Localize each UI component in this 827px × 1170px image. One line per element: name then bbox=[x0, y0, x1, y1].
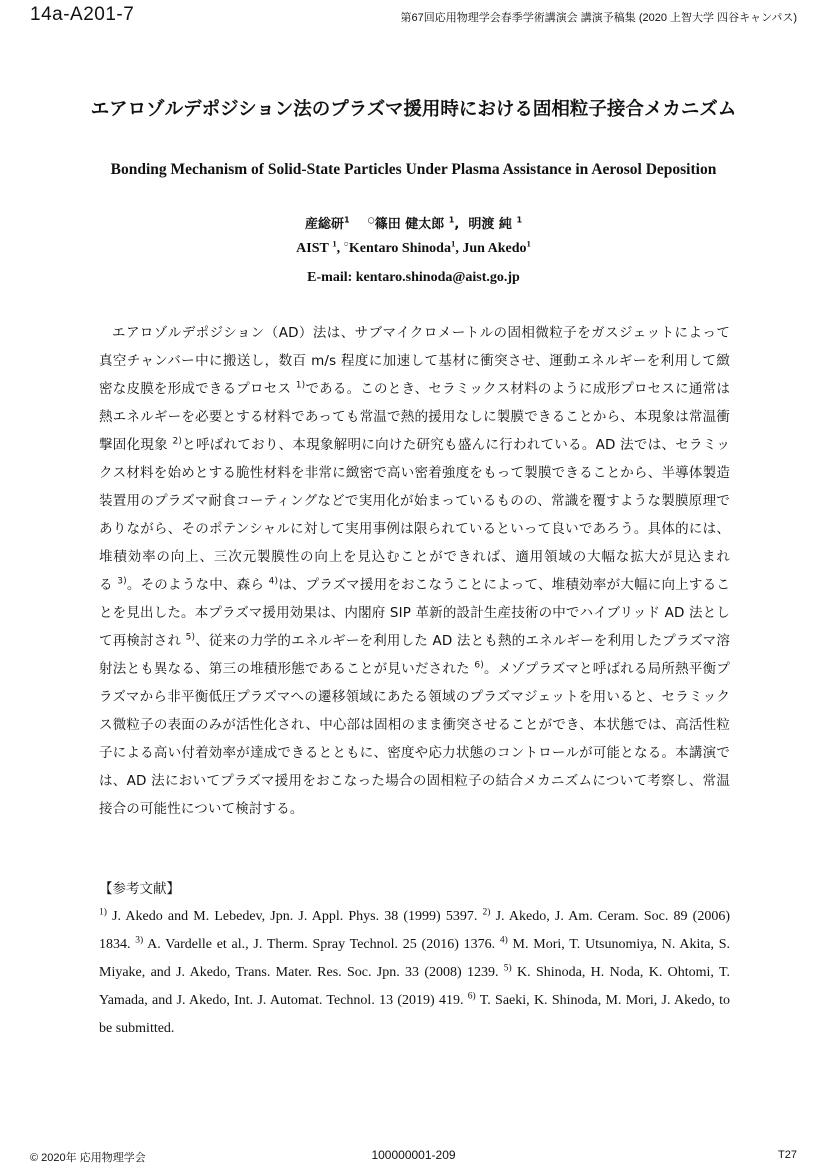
author-separator: , bbox=[454, 217, 460, 232]
authors-japanese bbox=[0, 213, 827, 232]
body-segment: 、従来の力学的エネルギーを利用した AD 法とも熱的エネルギーを利用したプラズマ溶射法とも異なる、第三の堆積形態であることが見いだされた bbox=[99, 633, 730, 677]
affiliation-mark-en: 1 bbox=[332, 238, 337, 249]
citation-mark: 6) bbox=[474, 660, 484, 671]
body-segment: である。このとき、セラミックス材料のように成形プロセスに通常は熱エネルギーを必要とする材料であっても常温で熱的援用なしに製膜できることから、本現象は常温衝撃固化現象 bbox=[99, 381, 730, 453]
presenter-mark: ○ bbox=[367, 215, 375, 225]
body-segment: 。メゾプラズマと呼ばれる局所熱平衡プラズマから非平衡低圧プラズマへの遷移領域にあたる領域のプラズマジェットを用いると、セラミックス微粒子の表面のみが活性化され、中心部は固相のまま衝突させることができ、本状態では、高活性粒子による高い付着効率が達成できるとともに、密度や応力状態のコントロールが可能となる。本講演では、AD 法においてプラズマ援用をおこなった場合の固相粒子の結合メカニズムについて考察し、常温接合の可能性について検討する。 bbox=[99, 661, 730, 817]
citation-mark: 4) bbox=[268, 576, 279, 587]
title-japanese: エアロゾルデポジション法のプラズマ援用時における固相粒子接合メカニズム bbox=[90, 99, 737, 120]
conference-header: 第67回応用物理学会春季学術講演会 講演予稿集 (2020 上智大学 四谷キャンパス) bbox=[400, 12, 797, 24]
author2-en: Jun Akedo bbox=[462, 241, 527, 256]
references-list bbox=[99, 903, 730, 1043]
reference-text: T. Saeki, K. Shinoda, M. Mori, J. Akedo, to be submitted. bbox=[99, 993, 731, 1036]
author2-mark: 1 bbox=[516, 215, 523, 225]
affiliation-mark: 1 bbox=[343, 215, 350, 225]
reference-text: J. Akedo and M. Lebedev, Jpn. J. Appl. Phys. 38 (1999) 5397. bbox=[106, 909, 483, 924]
citation-mark: 5) bbox=[185, 632, 196, 643]
session-id: 14a-A201-7 bbox=[30, 4, 135, 25]
abstract-body bbox=[99, 319, 730, 823]
author1-ja: 篠田 健太郎 bbox=[374, 217, 445, 232]
author1-en: Kentaro Shinoda bbox=[348, 241, 451, 256]
affiliation-en: AIST bbox=[296, 241, 329, 256]
reference-mark: 1) bbox=[99, 907, 107, 918]
citation-mark: 1) bbox=[295, 380, 306, 391]
footer-document-number: 100000001-209 bbox=[371, 1148, 456, 1162]
reference-text: K. Shinoda, H. Noda, K. Ohtomi, T. Yamada, and J. Akedo, Int. J. Automat. Technol. 13 (2019) 419. bbox=[99, 965, 730, 1008]
references-heading: 【参考文献】 bbox=[99, 881, 180, 897]
reference-text: J. Akedo, J. Am. Ceram. Soc. 89 (2006) 1834. bbox=[99, 909, 730, 952]
reference-mark: 3) bbox=[135, 935, 144, 946]
reference-mark: 6) bbox=[467, 991, 476, 1002]
citation-mark: 2) bbox=[172, 436, 183, 447]
body-segment: エアロゾルデポジション（AD）法は、サブマイクロメートルの固相微粒子をガスジェットによって真空チャンバー中に搬送し，数百 m/s 程度に加速して基材に衝突させ、運動エネルギーを利用して緻密な皮膜を形成できるプロセス bbox=[99, 325, 730, 397]
contact-email: E-mail: kentaro.shinoda@aist.go.jp bbox=[307, 270, 520, 285]
body-segment: と呼ばれており、本現象解明に向けた研究も盛んに行われている。AD 法では、セラミックス材料を始めとする脆性材料を非常に緻密で高い密着強度をもって製膜できることから、半導体製造装置用のプラズマ耐食コーティングなどで実用化が始まっているものの、常識を覆すような製膜原理でありながら、そのポテンシャルに対して実用事例は限られているといって良いであろう。具体的には、堆積効率の向上、三次元製膜性の向上を見込むことができれば、適用領域の大幅な拡大が見込まれる bbox=[99, 437, 730, 593]
reference-mark: 4) bbox=[499, 935, 508, 946]
affiliation-ja: 産総研 bbox=[304, 217, 344, 232]
author2-ja: 明渡 純 bbox=[468, 217, 512, 232]
author1-mark: 1 bbox=[448, 215, 455, 225]
title-english: Bonding Mechanism of Solid-State Particles Under Plasma Assistance in Aerosol Deposition bbox=[110, 161, 717, 178]
footer-copyright: © 2020年 応用物理学会 bbox=[30, 1152, 146, 1164]
body-segment: は、プラズマ援用をおこなうことによって、堆積効率が大幅に向上することを見出した。本プラズマ援用効果は、内閣府 SIP 革新的設計生産技術の中でハイブリッド AD 法として再検討され bbox=[99, 577, 730, 649]
footer-page-number: T27 bbox=[778, 1149, 797, 1161]
reference-text: A. Vardelle et al., J. Therm. Spray Technol. 25 (2016) 1376. bbox=[143, 937, 500, 952]
authors-english: AIST $^1$, ○Kentaro Shinoda$^1$, Jun Akedo$^1$ bbox=[296, 238, 531, 256]
reference-mark: 5) bbox=[503, 963, 512, 974]
reference-text: M. Mori, T. Utsunomiya, N. Akita, S. Miyake, and J. Akedo, Trans. Mater. Res. Soc. Jpn. 33 (2008) 1239. bbox=[99, 937, 730, 980]
author2-mark-en: 1 bbox=[526, 238, 531, 249]
author1-mark-en: 1 bbox=[450, 238, 456, 249]
reference-mark: 2) bbox=[482, 907, 491, 918]
presenter-mark-en: ○ bbox=[343, 238, 349, 249]
body-segment: 。そのような中、森ら bbox=[126, 577, 265, 593]
citation-mark: 3) bbox=[117, 576, 127, 587]
